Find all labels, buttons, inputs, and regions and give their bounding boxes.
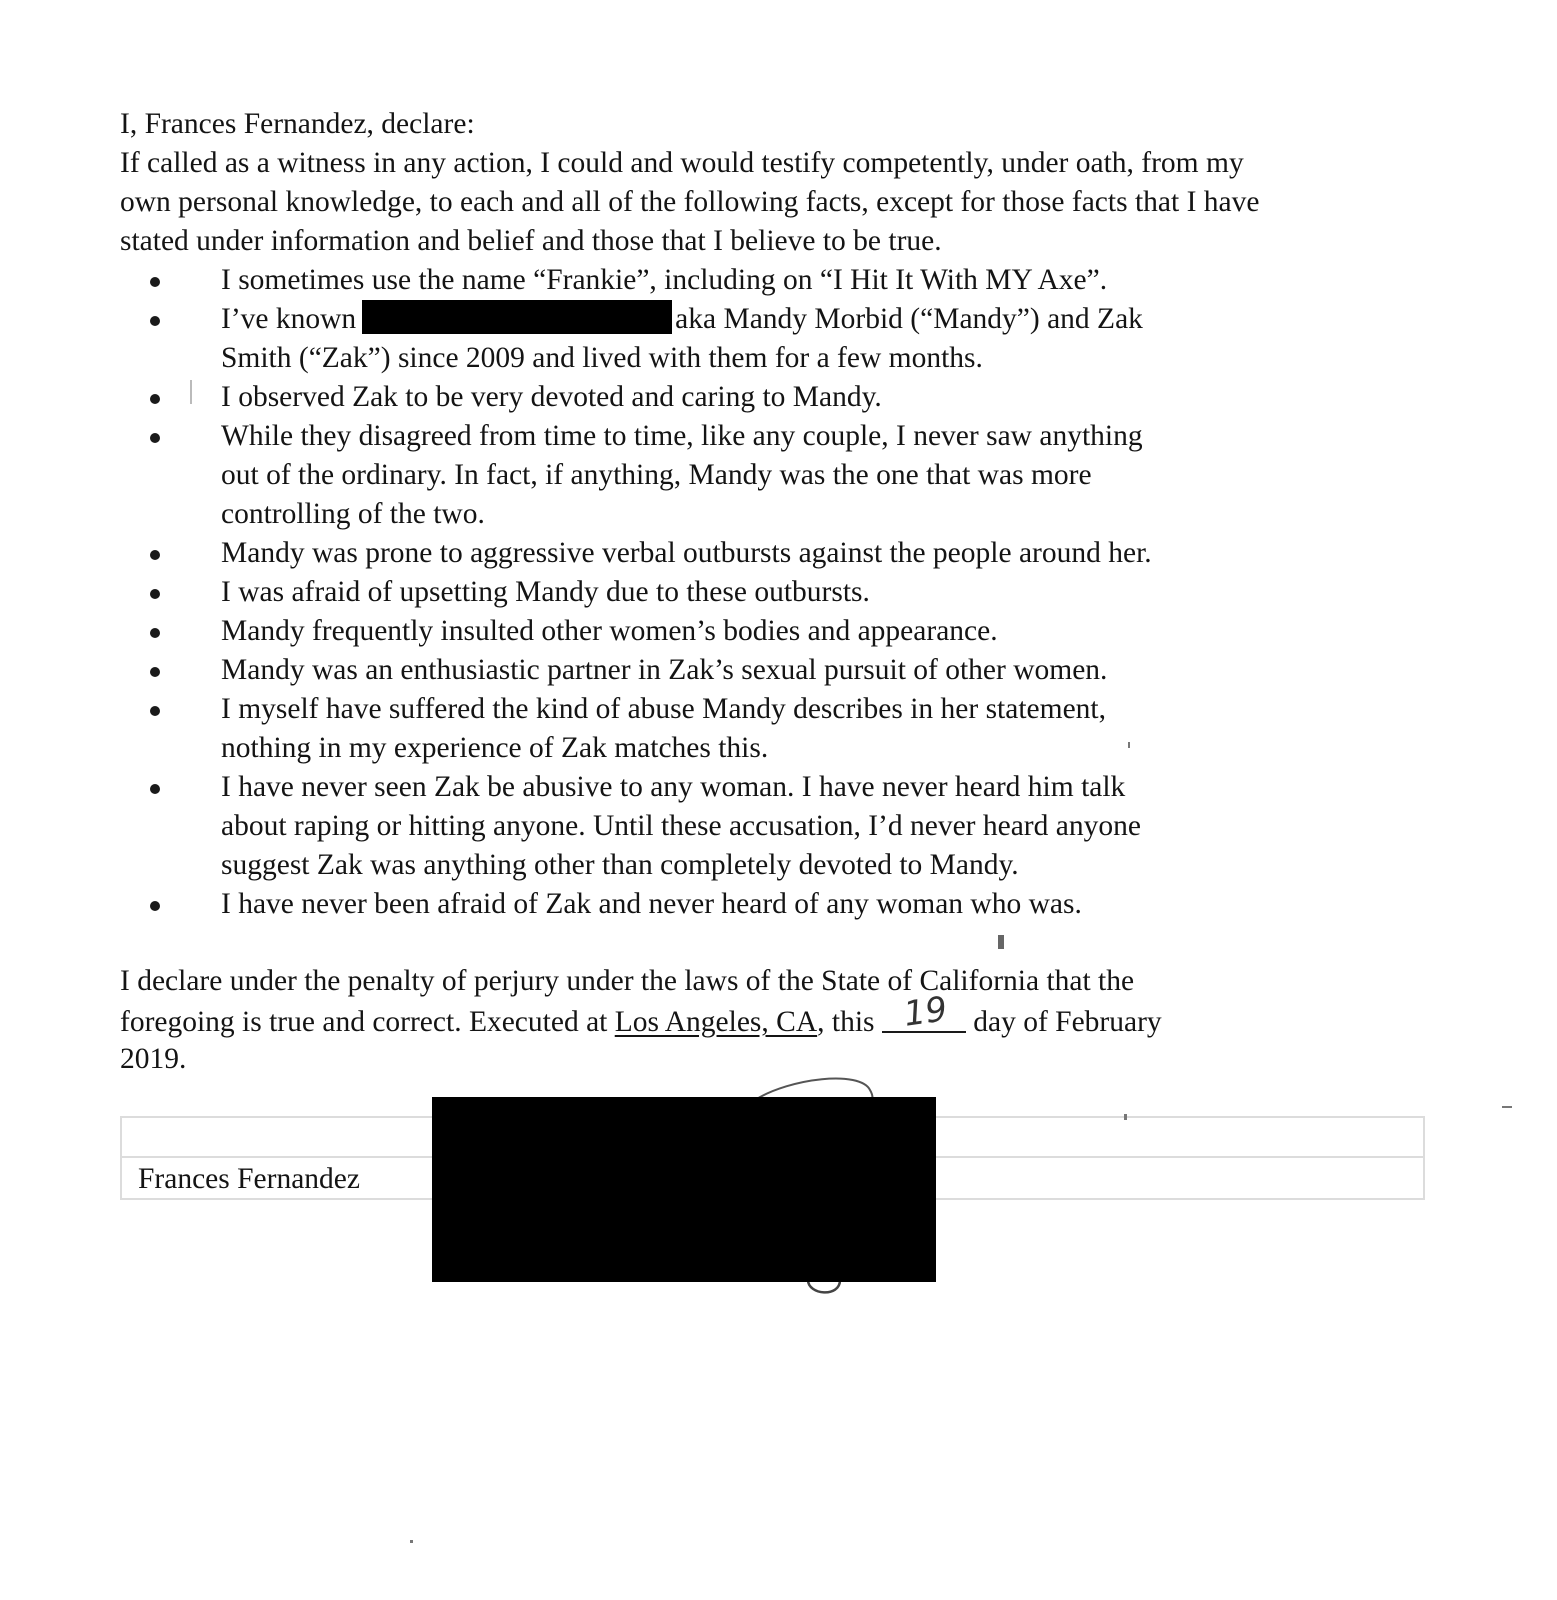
bullet-dot <box>150 433 160 443</box>
bullet-4-line-2: out of the ordinary. In fact, if anything, Mandy was the one that was more <box>221 459 1092 491</box>
bullet-10-line-2: about raping or hitting anyone. Until these accusation, I’d never heard anyone <box>221 810 1141 842</box>
day-blank <box>882 989 966 1035</box>
bullet-dot <box>150 628 160 638</box>
bullet-dot <box>150 550 160 560</box>
bullet-dot <box>150 784 160 794</box>
scan-speck <box>190 380 192 404</box>
bullet-2-line-1 <box>221 300 1143 340</box>
bullet-6-line-1: I was afraid of upsetting Mandy due to these outbursts. <box>221 576 870 608</box>
closing-line-1: I declare under the penalty of perjury under the laws of the State of California that the <box>120 965 1135 997</box>
redaction-bar <box>362 300 672 334</box>
closing-line-2-mid: , this <box>817 1006 875 1038</box>
execution-place: Los Angeles, CA <box>614 1006 818 1038</box>
bullet-4-line-3: controlling of the two. <box>221 498 485 530</box>
bullet-9-line-2: nothing in my experience of Zak matches this. <box>221 732 769 764</box>
preamble-line-3: stated under information and belief and those that I believe to be true. <box>120 225 942 257</box>
bullet-4-line-1: While they disagreed from time to time, like any couple, I never saw anything <box>221 420 1143 452</box>
bullet-8-line-1: Mandy was an enthusiastic partner in Zak’s sexual pursuit of other women. <box>221 654 1108 686</box>
closing-line-2-post: day of February <box>973 1006 1162 1038</box>
scan-speck <box>1128 742 1130 748</box>
closing-line-2 <box>120 989 1162 1043</box>
bullet-2-line-2: Smith (“Zak”) since 2009 and lived with them for a few months. <box>221 342 983 374</box>
declaration-heading: I, Frances Fernandez, declare: <box>120 108 475 140</box>
bullet-dot <box>150 901 160 911</box>
bullet-dot <box>150 706 160 716</box>
bullet-dot <box>150 589 160 599</box>
bullet-dot <box>150 394 160 404</box>
scan-speck <box>1124 1114 1127 1120</box>
bullet-7-line-1: Mandy frequently insulted other women’s bodies and appearance. <box>221 615 998 647</box>
bullet-9-line-1: I myself have suffered the kind of abuse Mandy describes in her statement, <box>221 693 1106 725</box>
signature-redaction <box>432 1097 936 1282</box>
bullet-dot <box>150 667 160 677</box>
bullet-1-line-1: I sometimes use the name “Frankie”, including on “I Hit It With MY Axe”. <box>221 264 1108 296</box>
bullet-2-suffix: aka Mandy Morbid (“Mandy”) and Zak <box>675 303 1143 335</box>
scan-speck <box>410 1540 413 1543</box>
scan-speck <box>998 935 1004 949</box>
closing-line-2-pre: foregoing is true and correct. Executed at <box>120 1006 608 1038</box>
bullet-10-line-1: I have never seen Zak be abusive to any woman. I have never heard him talk <box>221 771 1126 803</box>
bullet-3-line-1: I observed Zak to be very devoted and caring to Mandy. <box>221 381 882 413</box>
bullet-11-line-1: I have never been afraid of Zak and never heard of any woman who was. <box>221 888 1082 920</box>
bullet-dot <box>150 277 160 287</box>
bullet-5-line-1: Mandy was prone to aggressive verbal outbursts against the people around her. <box>221 537 1152 569</box>
handwritten-day: 19 <box>901 989 950 1035</box>
bullet-2-prefix: I’ve known <box>221 303 357 335</box>
preamble-line-2: own personal knowledge, to each and all of the following facts, except for those facts that I have <box>120 186 1260 218</box>
signer-name: Frances Fernandez <box>138 1163 360 1195</box>
preamble-line-1: If called as a witness in any action, I could and would testify competently, under oath, from my <box>120 147 1244 179</box>
closing-line-3: 2019. <box>120 1043 187 1075</box>
bullet-dot <box>150 316 160 326</box>
scan-speck <box>1502 1106 1512 1108</box>
bullet-10-line-3: suggest Zak was anything other than completely devoted to Mandy. <box>221 849 1019 881</box>
